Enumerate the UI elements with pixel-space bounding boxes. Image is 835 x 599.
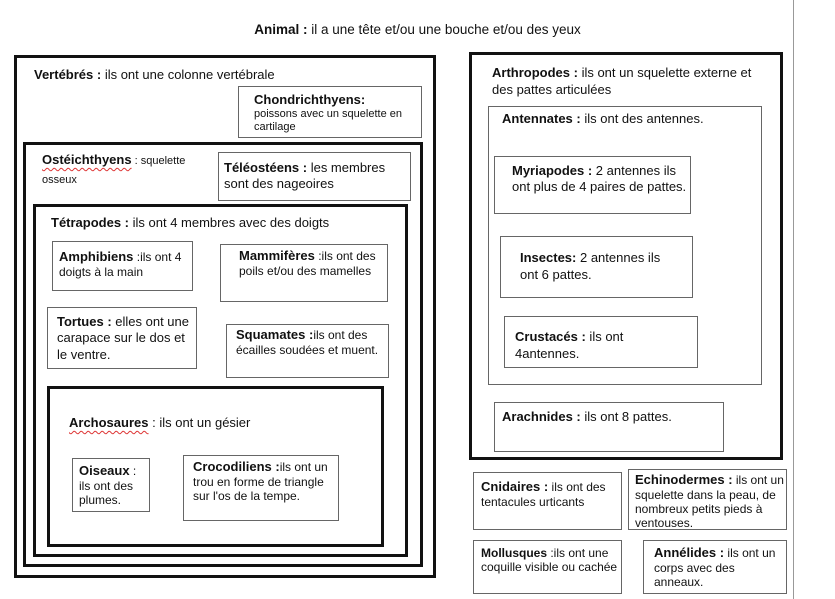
annelides-definition: ils ont un corps avec des anneaux. [654,546,776,589]
chondrichthyens-label [254,92,416,134]
myriapodes-definition: 2 antennes ils ont plus de 4 paires de pattes. [512,163,687,195]
squamates-definition: ils ont des écailles soudées et muent. [236,328,379,357]
teleosteens-definition: les membres sont des nageoires [224,160,386,192]
cnidaires-label [481,479,617,509]
crocodiliens-label [193,459,338,503]
arthropodes-label [492,65,762,99]
chondrichthyens-term: Chondrichthyens: [254,92,366,107]
tetrapodes-term: Tétrapodes : [51,215,130,230]
vertebres-definition: ils ont une colonne vertébrale [101,67,275,82]
mollusques-term: Mollusques [481,546,548,560]
insectes-definition: 2 antennes ils ont 6 pattes. [520,250,661,282]
arachnides-term: Arachnides : [502,409,581,424]
archosaures-label [69,415,369,431]
crocodiliens-definition: ils ont un trou en forme de triangle sur l'os de la tempe. [193,460,328,503]
amphibiens-definition: :ils ont 4 doigts à la main [59,250,182,279]
echinodermes-term: Echinodermes : [635,472,733,487]
diagram-title [0,22,835,37]
page-edge-line [793,0,794,599]
echinodermes-definition: ils ont un squelette dans la peau, de nombreux petits pieds à ventouses. [635,473,784,531]
archosaures-term: Archosaures [69,415,149,430]
cnidaires-term: Cnidaires : [481,479,549,494]
mollusques-label [481,546,619,575]
myriapodes-label [512,163,690,196]
oiseaux-term: Oiseaux [79,463,130,478]
annelides-label [654,545,786,589]
insectes-term: Insectes: [520,250,577,265]
tortues-term: Tortues : [57,314,112,329]
osteichthyens-definition: : squelette osseux [42,155,186,187]
vertebres-term: Vertébrés : [34,67,102,82]
amphibiens-term: Amphibiens [59,249,134,264]
osteichthyens-term: Ostéichthyens [42,152,132,167]
crustaces-definition: ils ont 4antennes. [515,329,624,361]
chondrichthyens-definition: poissons avec un squelette en cartilage [254,108,402,133]
animal-term: Animal : [254,22,308,37]
oiseaux-definition: : ils ont des plumes. [79,464,137,507]
tetrapodes-label [51,215,401,231]
vertebres-label [34,67,424,83]
mammiferes-label [239,248,385,278]
archosaures-definition: : ils ont un gésier [148,415,251,430]
crocodiliens-term: Crocodiliens : [193,459,280,474]
mammiferes-definition: :ils ont des poils et/ou des mamelles [239,249,376,278]
oiseaux-label [79,463,149,507]
echinodermes-label [635,472,785,531]
cnidaires-definition: ils ont des tentacules urticants [481,480,606,509]
antennates-label [502,111,757,127]
teleosteens-term: Téléostéens : [224,160,308,175]
myriapodes-term: Myriapodes : [512,163,593,178]
osteichthyens-label [42,150,217,188]
annelides-term: Annélides : [654,545,725,560]
tortues-label [57,314,195,363]
tortues-definition: elles ont une carapace sur le dos et le ventre. [57,314,189,362]
arthropodes-definition: ils ont un squelette externe et des pattes articulées [492,65,752,97]
arthropodes-term: Arthropodes : [492,65,578,80]
squamates-term: Squamates : [236,327,314,342]
arachnides-label [502,409,722,425]
animal-definition: il a une tête et/ou une bouche et/ou des yeux [307,22,581,37]
arachnides-definition: ils ont 8 pattes. [580,409,672,424]
insectes-label [520,250,670,284]
amphibiens-label [59,249,191,279]
mammiferes-term: Mammifères [239,248,315,263]
mollusques-definition: :ils ont une coquille visible ou cachée [481,546,618,575]
antennates-definition: ils ont des antennes. [580,111,704,126]
crustaces-term: Crustacés : [515,329,586,344]
antennates-term: Antennates : [502,111,581,126]
teleosteens-label [224,160,410,193]
crustaces-label [515,329,655,363]
squamates-label [236,327,386,357]
tetrapodes-definition: ils ont 4 membres avec des doigts [129,215,330,230]
